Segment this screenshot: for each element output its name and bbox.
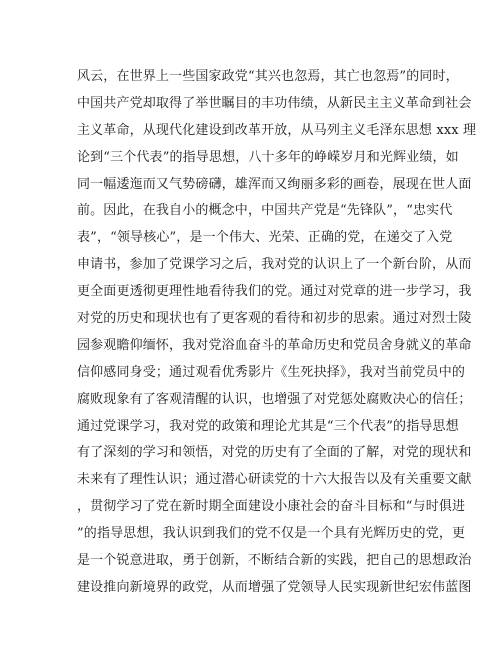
text-line: 未来有了理性认识；通过潜心研读党的十六大报告以及有关重要文献 xyxy=(77,472,472,488)
text-line: ”的指导思想，我认识到我们的党不仅是一个具有光辉历史的党，更 xyxy=(77,526,466,542)
text-line: 同一幅逶迤而又气势磅礴，雄浑而又绚丽多彩的画卷，展现在世人面 xyxy=(77,176,472,192)
text-line: 申请书，参加了党课学习之后，我对党的认识上了一个新台阶，从而 xyxy=(77,257,472,273)
text-line: 更全面更透彻更理性地看待我们的党。通过对党章的进一步学习，我 xyxy=(77,284,472,300)
text-line: 园参观瞻仰缅怀，我对党浴血奋斗的革命历史和党员舍身就义的革命 xyxy=(77,337,472,353)
text-line: 前。因此，在我自小的概念中，中国共产党是“先锋队”，“忠实代 xyxy=(77,203,453,219)
text-line: 建设推向新境界的政党，从而增强了党领导人民实现新世纪宏伟蓝图 xyxy=(77,579,472,595)
text-line: 中国共产党却取得了举世瞩目的丰功伟绩，从新民主主义革命到社会 xyxy=(77,95,472,111)
text-line: 信仰感同身受；通过观看优秀影片《生死抉择》，我对当前党员中的 xyxy=(77,364,466,380)
text-line: 风云，在世界上一些国家政党“其兴也忽焉，其亡也忽焉”的同时， xyxy=(77,69,459,84)
text-line: 有了深刻的学习和领悟，对党的历史有了全面的了解，对党的现状和 xyxy=(77,445,472,461)
text-line: 通过党课学习，我对党的政策和理论尤其是“三个代表”的指导思想 xyxy=(77,418,459,434)
text-line: 对党的历史和现状也有了更客观的看待和初步的思索。通过对烈士陵 xyxy=(77,311,472,327)
text-line: 是一个锐意进取，勇于创新，不断结合新的实践，把自己的思想政治 xyxy=(77,553,472,569)
text-line: ，贯彻学习了党在新时期全面建设小康社会的奋斗目标和“与时俱进 xyxy=(77,499,466,515)
text-line: 表”，“领导核心”，是一个伟大、光荣、正确的党，在递交了入党 xyxy=(77,230,453,246)
text-line: 论到“三个代表”的指导思想，八十多年的峥嵘岁月和光辉业绩，如 xyxy=(77,149,459,165)
text-line: 腐败现象有了客观清醒的认识，也增强了对党惩处腐败决心的信任； xyxy=(77,391,472,407)
text-line: 主义革命，从现代化建设到改革开放，从马列主义毛泽东思想 xxx 理 xyxy=(77,122,477,138)
body-paragraph xyxy=(77,64,477,602)
